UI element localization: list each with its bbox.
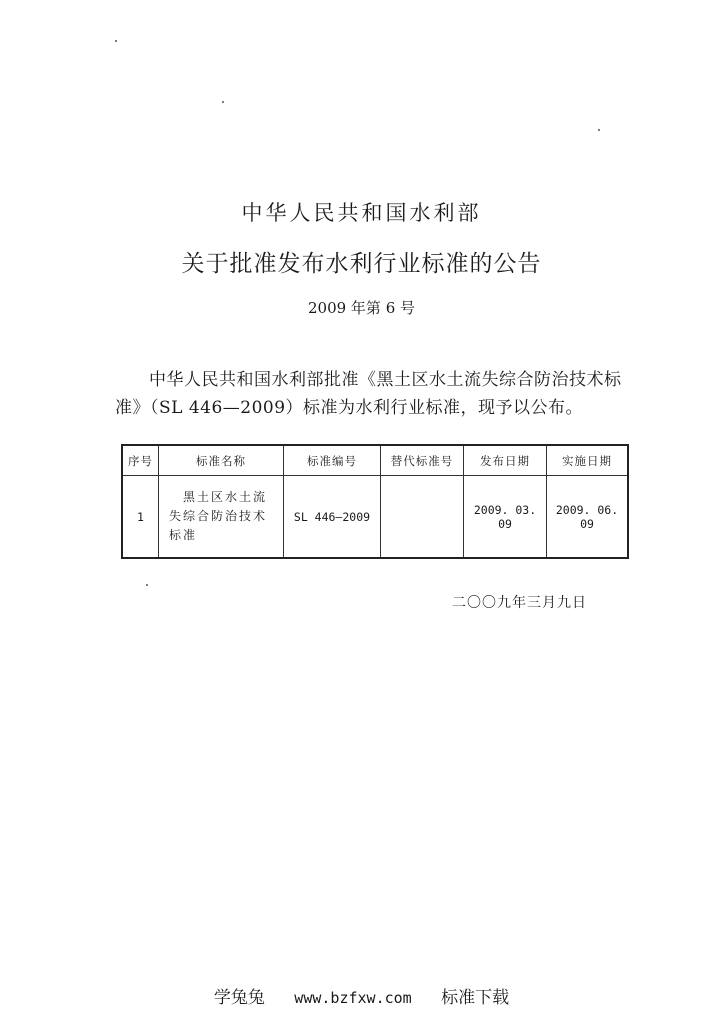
cell-effective-date: 2009. 06. 09 (547, 476, 629, 559)
signature-date: 二〇〇九年三月九日 (452, 595, 587, 611)
col-header-issue-date: 发布日期 (464, 445, 547, 476)
cell-replaces (381, 476, 464, 559)
scan-speck (222, 101, 224, 103)
col-header-name: 标准名称 (159, 445, 284, 476)
ministry-heading: 中华人民共和国水利部 (241, 201, 482, 225)
footer-site-name: 学兔兔 (213, 988, 265, 1008)
cell-standard-code: SL 446—2009 (284, 476, 381, 559)
announcement-number: 2009 年第 6 号 (307, 299, 416, 317)
footer-url[interactable]: www.bzfxw.com (294, 989, 412, 1007)
footer-tagline: 标准下载 (441, 988, 510, 1008)
table-header-row (122, 445, 628, 476)
cell-issue-date: 2009. 03. 09 (464, 476, 547, 559)
table-row (122, 476, 628, 559)
scan-speck (598, 129, 600, 131)
announcement-title: 关于批准发布水利行业标准的公告 (181, 251, 542, 277)
standards-table (121, 444, 629, 559)
watermark-footer (0, 983, 723, 1008)
scan-speck (115, 40, 117, 42)
col-header-replaces: 替代标准号 (381, 445, 464, 476)
standard-name-line: 标准 (169, 528, 198, 542)
col-header-code: 标准编号 (284, 445, 381, 476)
standard-name-line: 失综合防治技术 (169, 509, 268, 523)
scan-speck (146, 584, 148, 586)
announcement-body: 中华人民共和国水利部批准《黑土区水土流失综合防治技术标准》（SL 446—2009）标准为水利行业标准，现予以公布。 (115, 370, 622, 418)
standard-name-line: 黑土区水土流 (183, 490, 268, 504)
col-header-index: 序号 (122, 445, 159, 476)
cell-standard-name (159, 476, 284, 559)
col-header-effective-date: 实施日期 (547, 445, 629, 476)
cell-index: 1 (122, 476, 159, 559)
